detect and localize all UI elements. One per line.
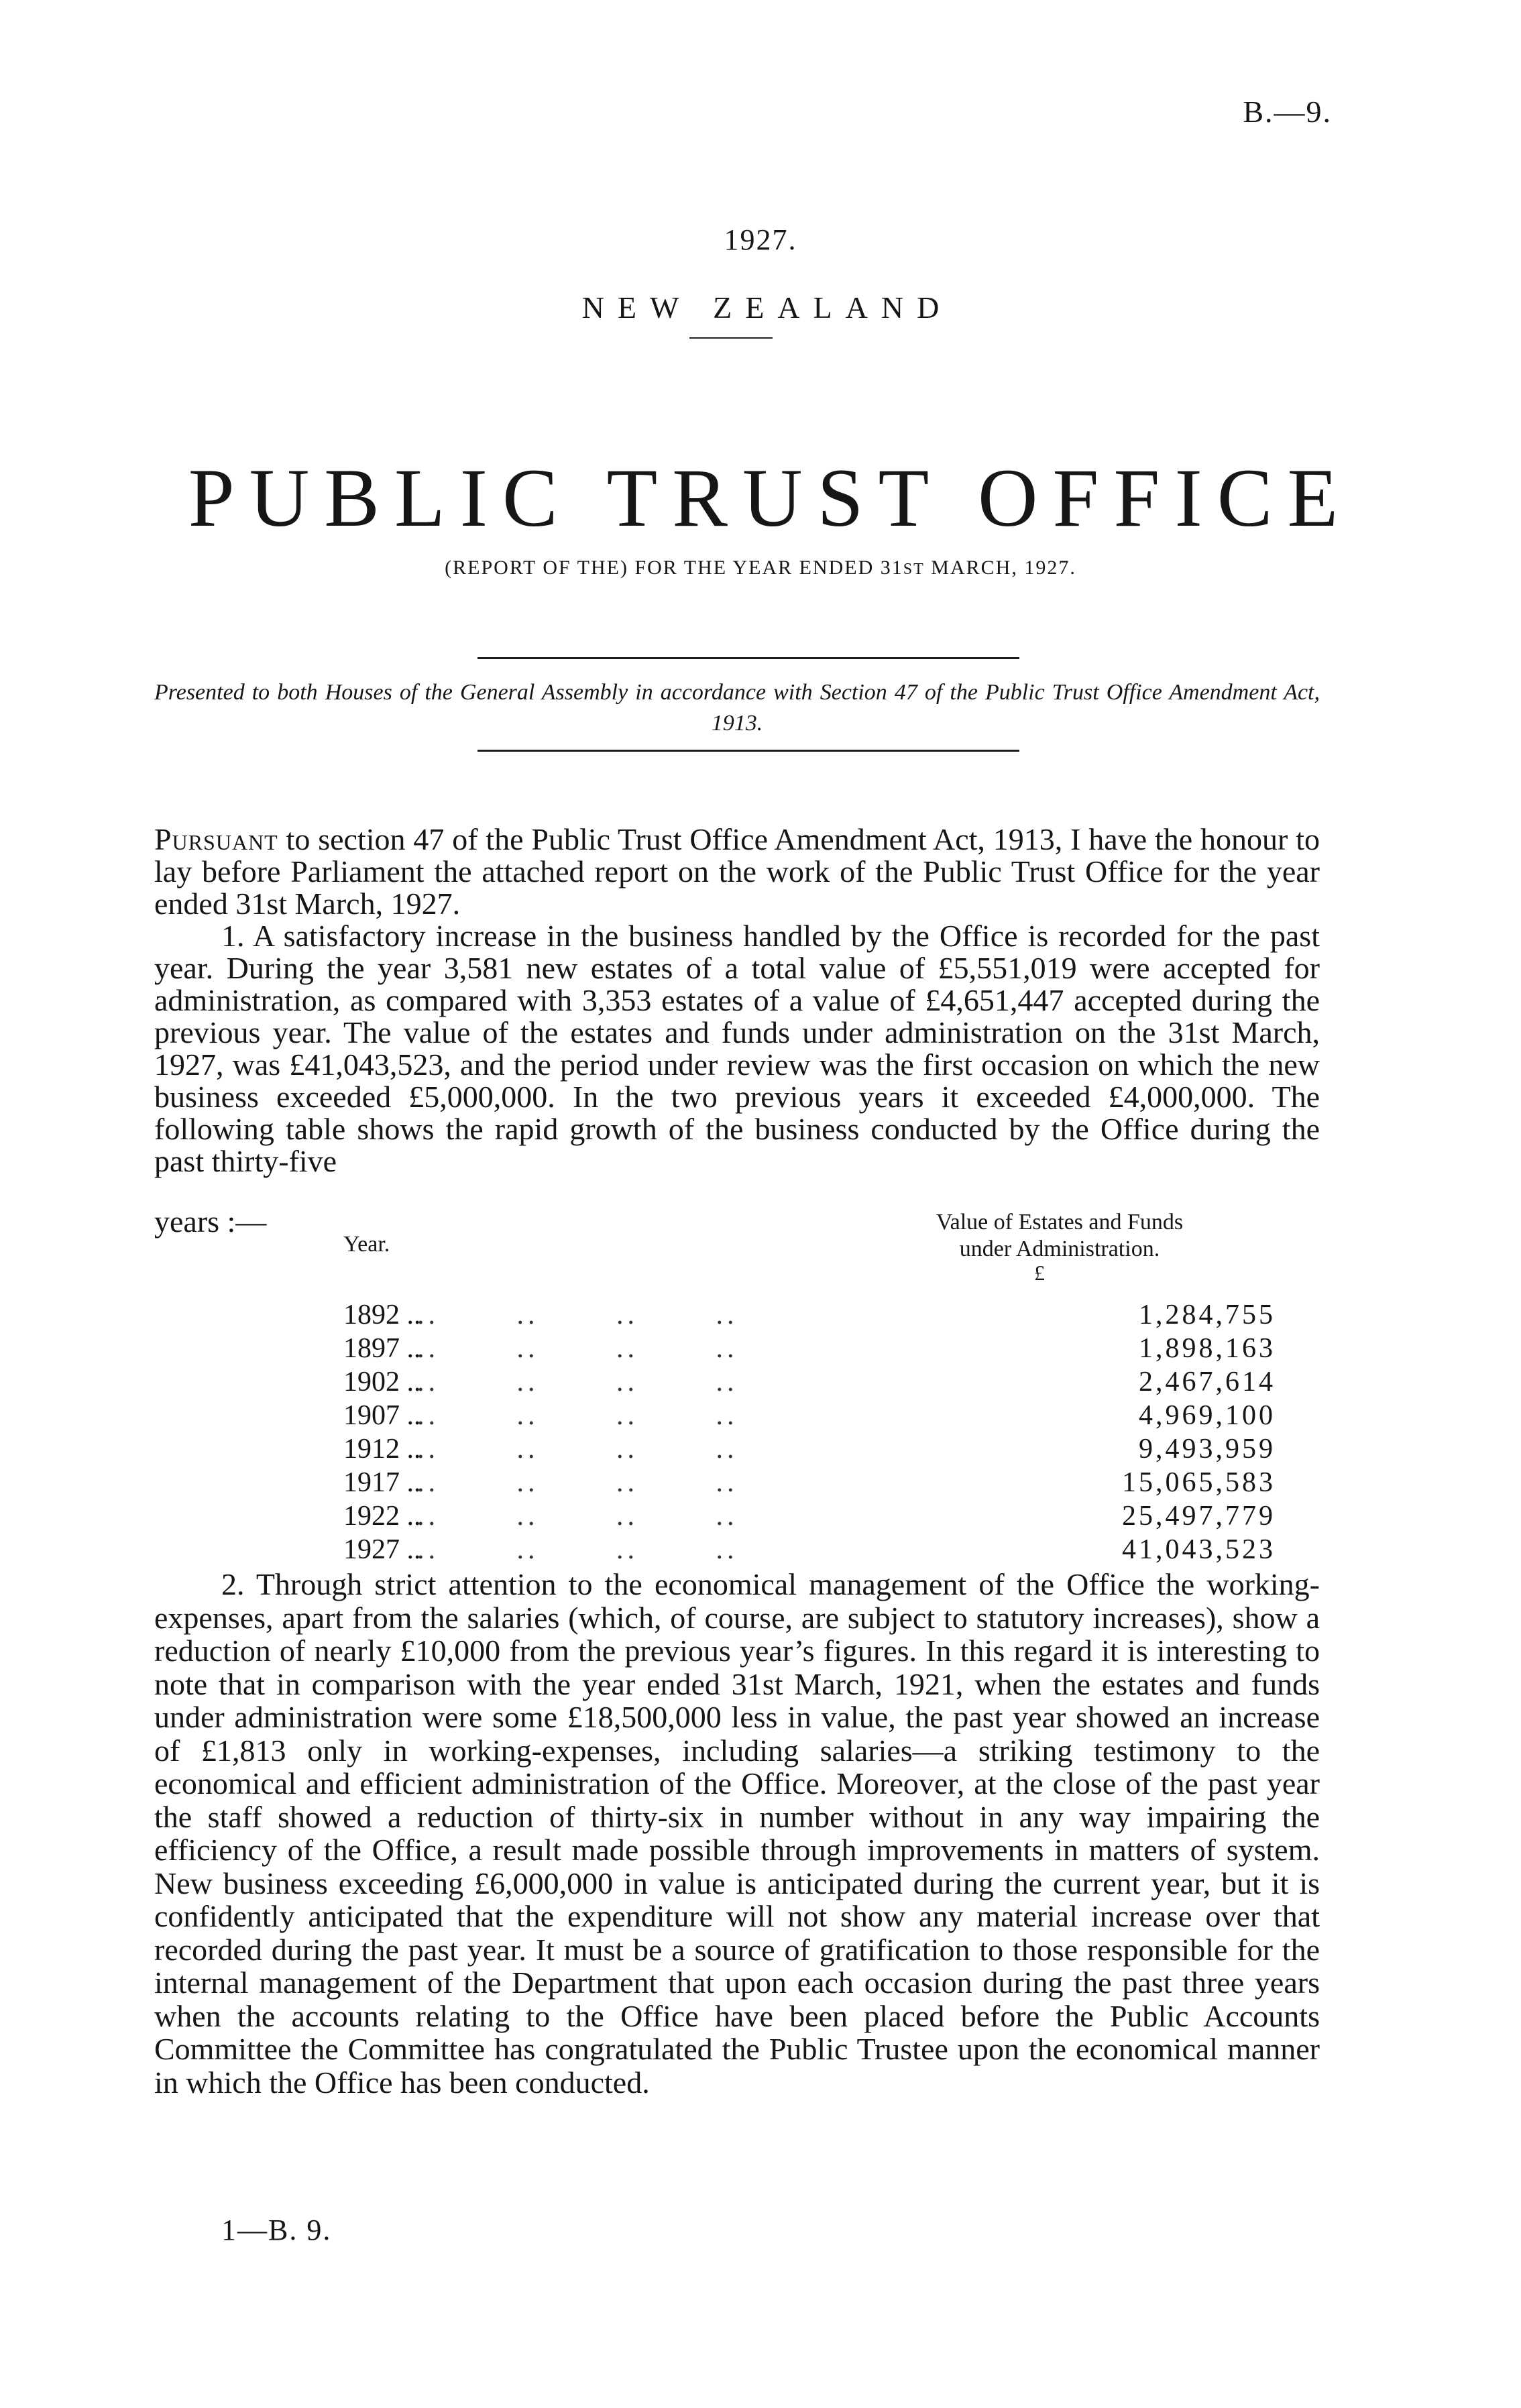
report-body-top <box>154 823 1320 1178</box>
row-value: 15,065,583 <box>1122 1467 1276 1498</box>
row-value: 1,898,163 <box>1139 1333 1276 1364</box>
table-row <box>343 1534 1276 1566</box>
page-reference: B.—9. <box>1243 95 1332 129</box>
table-row <box>343 1467 1276 1499</box>
paragraph-2: 2. Through strict attention to the economical management of the Office the working-expenses, apart from the salaries (which, of course, are subject to statutory increases), show a reduction of nearly £10,000 from the previous year’s figures. In this regard it is interesting to note that in comparison with the year ended 31st March, 1921, when the estates and funds under administration were some £18,500,000 less in value, the past year showed an increase of £1,813 only in working-expenses, including salaries—a striking testimony to the economical and efficient administration of the Office. Moreover, at the close of the past year the staff showed a reduction of thirty-six in number without in any way impairing the efficiency of the Office, a result made possible through improvements in matters of system. New business exceeding £6,000,000 in value is anticipated during the current year, but it is confidently anticipated that the expenditure will not show any material increase over that recorded during the past year. It must be a source of gratification to those responsible for the internal management of the Department that upon each occasion during the past three years when the accounts relating to the Office have been placed before the Public Accounts Committee the Committee has congratulated the Public Trustee upon the economical manner in which the Office has been conducted. <box>154 1567 1320 2100</box>
table-row <box>343 1299 1276 1331</box>
report-body-bottom <box>154 1568 1320 2099</box>
row-year: 1897 .. <box>343 1333 421 1364</box>
subtitle-ordinal: ST <box>903 561 925 578</box>
divider-top <box>477 657 1019 659</box>
row-leader-dots: .. .. .. .. <box>417 1501 738 1532</box>
column-header-value-line1: Value of Estates and Funds <box>936 1210 1184 1235</box>
row-year: 1922 .. <box>343 1501 421 1532</box>
table-row <box>343 1399 1276 1432</box>
table-row <box>343 1366 1276 1398</box>
footer-page-reference: 1—B. 9. <box>221 2214 332 2246</box>
paragraph-1: 1. A satisfactory increase in the business handled by the Office is recorded for the past year. During the year 3,581 new estates of a total value of £5,551,019 were accepted for administration, as compared with 3,353 estates of a value of £4,651,447 accepted during the previous year. The value of the estates and funds under administration on the 31st March, 1927, was £41,043,523, and the period under review was the first occasion on which the new business exceeded £5,000,000. In the two previous years it exceeded £4,000,000. The following table shows the rapid growth of the business conducted by the Office during the past thirty-five <box>154 919 1320 1178</box>
row-year: 1907 .. <box>343 1400 421 1431</box>
currency-unit: £ <box>1034 1261 1045 1285</box>
intro-lead-word: Pursuant <box>154 822 278 856</box>
presentation-note: Presented to both Houses of the General Assembly in accordance with Section 47 of the Public Trust Office Amendment Act, 1913. <box>154 680 1320 736</box>
growth-table <box>154 1204 1320 1566</box>
column-header-year: Year. <box>343 1232 390 1257</box>
country-heading: NEW ZEALAND <box>581 290 953 325</box>
row-value: 4,969,100 <box>1139 1400 1276 1431</box>
intro-paragraph <box>154 823 1320 920</box>
row-value: 25,497,779 <box>1122 1501 1276 1532</box>
column-header-value <box>845 1209 1274 1263</box>
table-row <box>343 1433 1276 1465</box>
paragraph-1-ending: years :— <box>154 1204 267 1239</box>
row-year: 1902 .. <box>343 1367 421 1397</box>
row-leader-dots: .. .. .. .. <box>417 1400 738 1431</box>
row-value: 2,467,614 <box>1139 1367 1276 1397</box>
divider-bottom <box>477 750 1019 752</box>
document-subtitle <box>0 557 1521 579</box>
row-leader-dots: .. .. .. .. <box>417 1434 738 1465</box>
subtitle-text-b: MARCH, 1927. <box>924 557 1076 579</box>
row-leader-dots: .. .. .. .. <box>417 1333 738 1364</box>
row-leader-dots: .. .. .. .. <box>417 1534 738 1565</box>
row-year: 1912 .. <box>343 1434 421 1465</box>
subtitle-text-a: (REPORT OF THE) FOR THE YEAR ENDED 31 <box>445 557 903 579</box>
table-row <box>343 1332 1276 1365</box>
document-title: PUBLIC TRUST OFFICE <box>188 452 1353 544</box>
short-divider <box>689 337 773 339</box>
row-year: 1917 .. <box>343 1467 421 1498</box>
column-header-value-line2: under Administration. <box>959 1237 1160 1261</box>
row-value: 41,043,523 <box>1122 1534 1276 1565</box>
row-leader-dots: .. .. .. .. <box>417 1467 738 1498</box>
row-leader-dots: .. .. .. .. <box>417 1300 738 1330</box>
row-value: 1,284,755 <box>1139 1300 1276 1330</box>
table-row <box>343 1500 1276 1532</box>
row-year: 1892 .. <box>343 1300 421 1330</box>
row-year: 1927 .. <box>343 1534 421 1565</box>
row-leader-dots: .. .. .. .. <box>417 1367 738 1397</box>
intro-text: to section 47 of the Public Trust Office Amendment Act, 1913, I have the honour to lay before Parliament the attached report on the work of the Public Trust Office for the year ended 31st March, 1927. <box>154 822 1320 921</box>
row-value: 9,493,959 <box>1139 1434 1276 1465</box>
year-heading: 1927. <box>724 223 797 256</box>
